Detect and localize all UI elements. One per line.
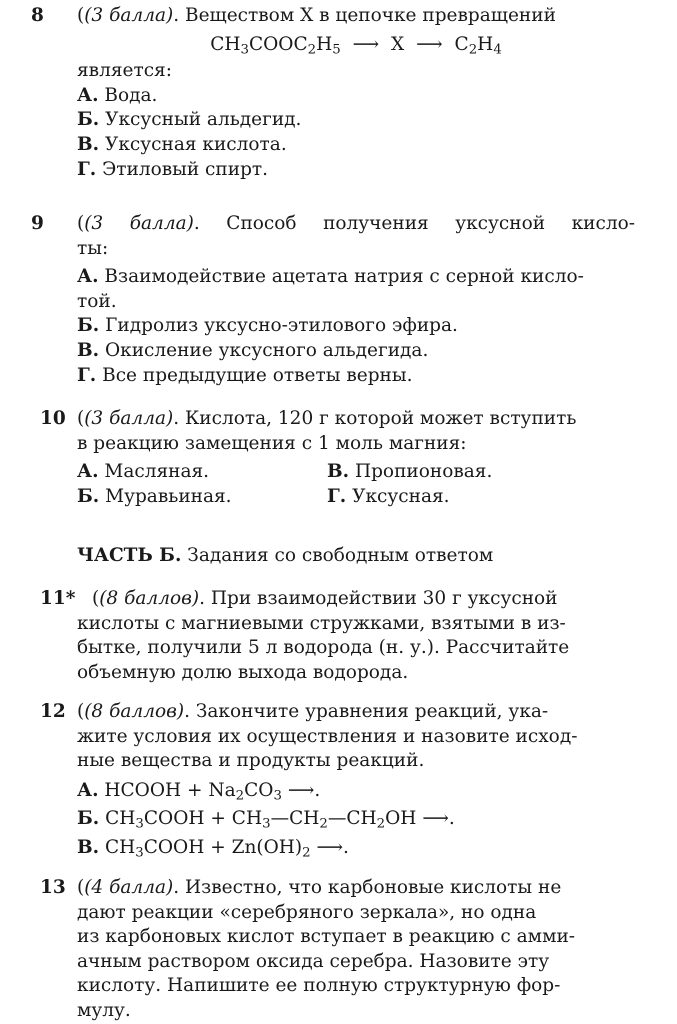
answer-option — [77, 314, 635, 339]
answer-key: Б. — [77, 315, 100, 337]
points-label: (3 балла) — [84, 5, 174, 26]
answer-key: А. — [77, 461, 99, 483]
question-line: мулу. — [77, 999, 131, 1021]
subscript: 2 — [468, 41, 478, 57]
points — [84, 5, 173, 26]
question-body — [77, 4, 635, 182]
answer-key: Г. — [327, 485, 347, 507]
question-number: 10 — [40, 408, 66, 429]
answer-option — [77, 84, 635, 109]
formula-part: HCOOH + Na — [98, 779, 236, 801]
question-line: из карбоновых кислот вступает в реакцию с амми- — [77, 926, 576, 948]
formula-part: C — [454, 33, 469, 55]
formula-unknown: X — [391, 33, 405, 55]
question-stem: . Известно, что карбоновые кислоты не — [173, 877, 562, 898]
question-body — [92, 587, 635, 612]
question-text: ((3 балла). Способ получения уксусной кисло- — [77, 213, 636, 234]
question-body — [77, 212, 635, 388]
question-stem: . Способ получения уксусной кисло- — [193, 213, 636, 234]
formula-part: —CH — [270, 808, 320, 830]
subscript: 3 — [240, 41, 249, 57]
subscript: 3 — [273, 788, 282, 804]
question-line: жите условия их осуществления и назовите исход- — [77, 725, 578, 747]
answer-key: В. — [77, 339, 100, 361]
answer-option — [327, 460, 492, 485]
answer-text: Гидролиз уксусно-этилового эфира. — [99, 315, 458, 337]
reaction-chain — [77, 33, 635, 58]
question-stem: . Кислота, 120 г которой может вступить — [173, 408, 577, 429]
section-heading — [77, 544, 493, 569]
subscript: 2 — [302, 845, 311, 861]
section-label: ЧАСТЬ Б. — [77, 545, 182, 566]
reaction-c — [77, 836, 635, 861]
answer-option — [77, 265, 635, 290]
formula-part: COOC — [248, 33, 308, 55]
answer-key: Г. — [77, 158, 97, 180]
answer-key: А. — [77, 84, 99, 106]
question-number: 9 — [31, 213, 44, 234]
answer-key: Б. — [77, 808, 100, 830]
question-stem: . При взаимодействии 30 г уксусной — [199, 588, 558, 609]
points-label: (8 баллов) — [99, 588, 200, 609]
answer-key: А. — [77, 266, 99, 288]
points-label: (8 баллов) — [84, 701, 185, 722]
answer-key: Б. — [77, 485, 100, 507]
question-line: дают реакции «серебряного зеркала», но одна — [77, 901, 537, 923]
formula-part: COOH + CH — [143, 808, 263, 830]
question-line: объемную долю выхода водорода. — [77, 661, 409, 683]
subscript: 3 — [135, 845, 144, 861]
answer-option — [77, 339, 635, 364]
question-body-cont — [77, 612, 635, 686]
answer-key: В. — [77, 133, 100, 155]
subscript: 2 — [307, 41, 317, 57]
subscript: 3 — [262, 816, 271, 832]
answer-option — [77, 158, 635, 183]
subscript: 2 — [319, 816, 328, 832]
question-text: ((4 балла). Известно, что карбоновые кислоты не — [77, 877, 562, 898]
subscript: 2 — [376, 816, 386, 832]
subscript: 2 — [235, 788, 245, 804]
answer-key: В. — [327, 461, 350, 483]
question-tail: является: — [77, 60, 172, 82]
points-label: (3 балла) — [84, 408, 174, 429]
question-text: ((8 баллов). При взаимодействии 30 г уксусной — [92, 588, 558, 609]
answer-option — [77, 133, 635, 158]
formula-part: —CH — [327, 808, 377, 830]
answer-option — [77, 108, 635, 133]
answer-key: Г. — [77, 364, 97, 386]
formula-part: COOH + Zn(OH) — [143, 836, 303, 858]
answer-row — [77, 485, 635, 510]
answer-text: Муравьиная. — [99, 485, 232, 507]
question-stem-cont: ты: — [77, 237, 109, 259]
formula-part: CH — [210, 33, 241, 55]
formula-part: OH — [385, 808, 417, 830]
answer-option — [77, 485, 327, 510]
question-stem-cont: в реакцию замещения с 1 моль магния: — [77, 432, 467, 454]
answer-key: В. — [77, 836, 100, 858]
arrow-icon: ⟶ — [416, 33, 443, 55]
question-stem: . Закончите уравнения реакций, ука- — [184, 701, 549, 722]
subscript: 4 — [493, 41, 502, 57]
question-stem: . Веществом Х в цепочке превращений — [173, 5, 556, 26]
question-body — [77, 700, 635, 861]
answer-text: Уксусная кислота. — [99, 133, 287, 155]
question-body — [77, 876, 635, 1024]
question-body — [77, 407, 635, 509]
arrow-icon: ⟶. — [416, 808, 455, 830]
reaction-b — [77, 807, 635, 832]
question-number: 13 — [40, 877, 66, 898]
answer-text: Этиловый спирт. — [96, 158, 269, 180]
answer-text: Вода. — [98, 84, 158, 106]
formula-part: CH — [99, 836, 136, 858]
question-text: ((8 баллов). Закончите уравнения реакций, ука- — [77, 701, 549, 722]
answer-key: А. — [77, 779, 99, 801]
subscript: 3 — [135, 816, 144, 832]
answer-option — [327, 485, 450, 510]
arrow-icon: ⟶. — [310, 836, 349, 858]
arrow-icon: ⟶. — [281, 779, 321, 801]
answer-row — [77, 460, 635, 485]
answer-text: Уксусный альдегид. — [99, 109, 302, 131]
question-text: ((3 балла). Кислота, 120 г которой может вступить — [77, 408, 577, 429]
answer-text: Взаимодействие ацетата натрия с серной кисло- — [98, 266, 584, 288]
answer-text: Масляная. — [98, 461, 210, 483]
section-title: Задания со свободным ответом — [181, 545, 494, 566]
formula-part: H — [477, 33, 494, 55]
answer-text: той. — [77, 290, 117, 312]
formula-part: CO — [244, 779, 274, 801]
question-number: 11* — [40, 588, 76, 609]
answer-text: Все предыдущие ответы верны. — [96, 364, 413, 386]
formula-part: H — [316, 33, 333, 55]
question-line: бытке, получили 5 л водорода (н. у.). Рассчитайте — [77, 637, 570, 659]
question-line: кислоты с магниевыми стружками, взятыми в из- — [77, 612, 566, 634]
points-label: (3 балла) — [84, 213, 194, 234]
answer-option — [77, 364, 635, 389]
answer-text: Уксусная. — [346, 485, 450, 507]
answer-key: Б. — [77, 109, 100, 131]
answer-option-cont — [77, 290, 635, 315]
question-number: 8 — [31, 5, 44, 26]
question-line: кислоту. Напишите ее полную структурную фор- — [77, 975, 561, 997]
question-line: ные вещества и продукты реакций. — [77, 750, 425, 772]
question-number: 12 — [40, 701, 66, 722]
reaction-a — [77, 779, 635, 804]
points-label: (4 балла) — [84, 877, 174, 898]
answer-text: Пропионовая. — [349, 461, 493, 483]
arrow-icon: ⟶ — [352, 33, 380, 55]
question-line: ачным раствором оксида серебра. Назовите эту — [77, 950, 550, 972]
question-text: ((3 балла). Веществом Х в цепочке превращений — [77, 5, 556, 26]
formula-part: CH — [99, 808, 136, 830]
answer-text: Окисление уксусного альдегида. — [99, 339, 429, 361]
subscript: 5 — [332, 41, 341, 57]
answer-option — [77, 460, 327, 485]
